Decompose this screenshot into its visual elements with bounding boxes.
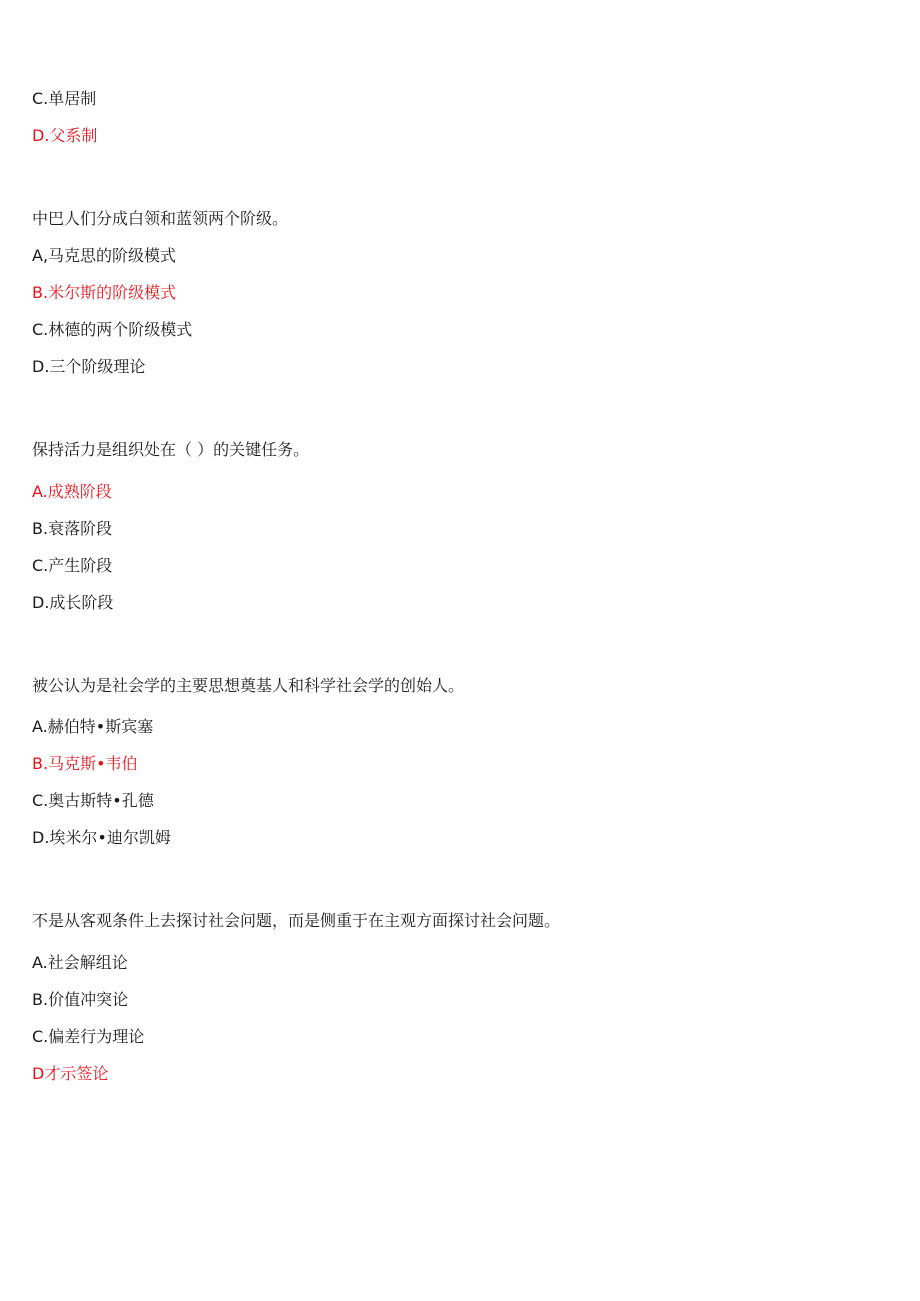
q4-option-a: A.赫伯特•斯宾塞 [32, 717, 154, 736]
q5-option-a: A.社会解组论 [32, 953, 128, 972]
q2-option-b-correct: B.米尔斯的阶级模式 [32, 283, 177, 302]
q5-stem: 不是从客观条件上去探讨社会问题，而是侧重于在主观方面探讨社会问题。 [32, 911, 561, 930]
q2-option-d: D.三个阶级理论 [32, 357, 146, 376]
q4-option-b-correct: B.马克斯•韦伯 [32, 754, 138, 773]
q3-option-d: D.成长阶段 [32, 593, 114, 612]
q3-stem: 保持活力是组织处在（ ）的关键任务。 [32, 440, 310, 459]
q4-option-c: C.奥古斯特•孔德 [32, 791, 154, 810]
q3-option-c: C.产生阶段 [32, 556, 113, 575]
q5-option-b: B.价值冲突论 [32, 990, 129, 1009]
q2-stem: 中巴人们分成白领和蓝领两个阶级。 [32, 209, 289, 228]
q5-option-c: C.偏差行为理论 [32, 1027, 145, 1046]
q3-option-b: B.衰落阶段 [32, 519, 113, 538]
q5-option-d-correct: D才示签论 [32, 1064, 109, 1083]
q4-stem: 被公认为是社会学的主要思想奠基人和科学社会学的创始人。 [32, 676, 465, 695]
q1-option-d-correct: D.父系制 [32, 126, 98, 145]
q1-option-c: C.单居制 [32, 89, 97, 108]
q4-option-d: D.埃米尔•迪尔凯姆 [32, 828, 171, 847]
q2-option-a: A,马克思的阶级模式 [32, 246, 177, 265]
q3-option-a-correct: A.成熟阶段 [32, 482, 112, 501]
q2-option-c: C.林德的两个阶级模式 [32, 320, 193, 339]
